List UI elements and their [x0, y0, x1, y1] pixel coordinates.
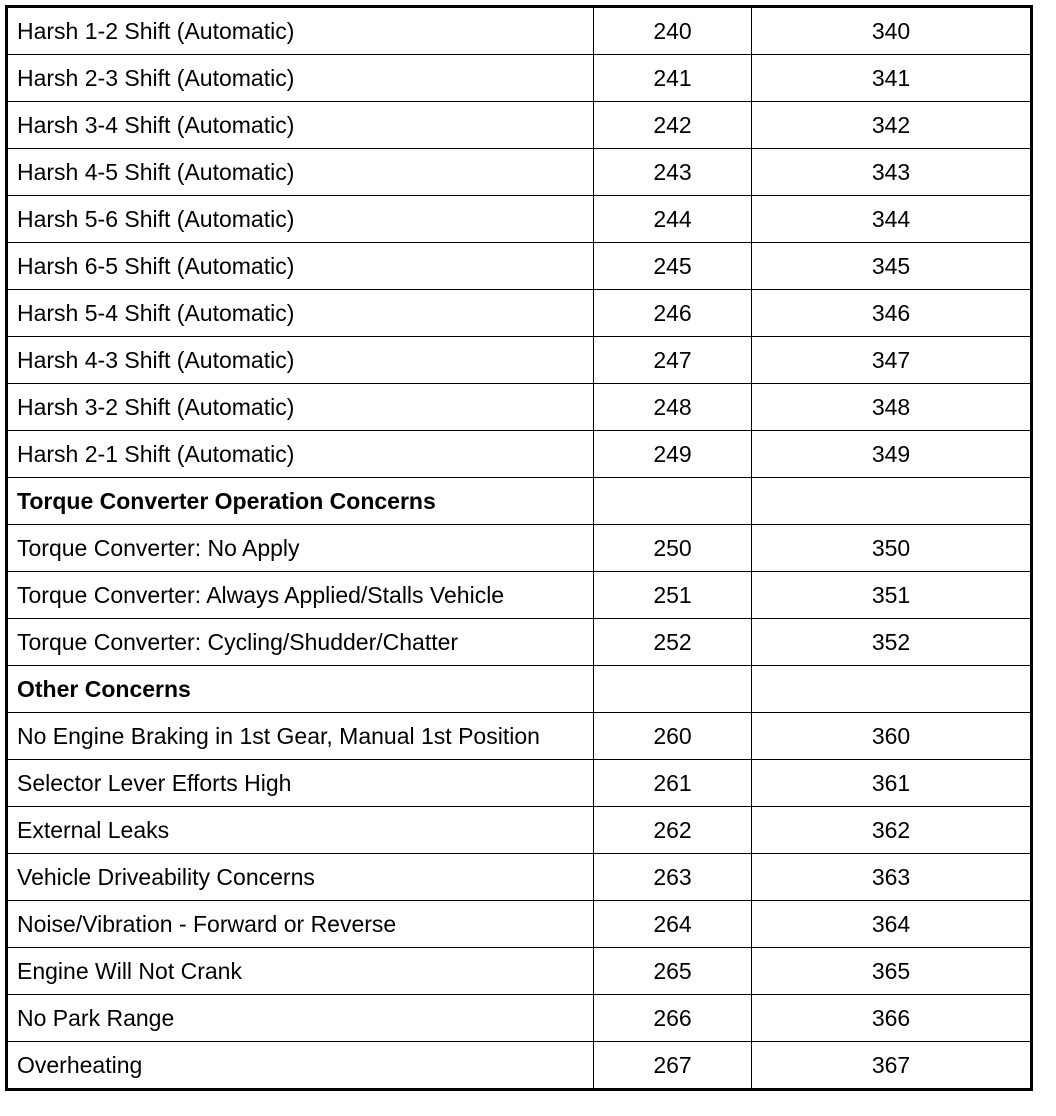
code-column-a: 264 [594, 901, 752, 948]
code-column-b: 367 [752, 1042, 1032, 1090]
table-row [7, 901, 1032, 948]
concern-label: Overheating [7, 1042, 594, 1090]
table-row [7, 995, 1032, 1042]
table-row [7, 854, 1032, 901]
concern-label: Harsh 3-2 Shift (Automatic) [7, 384, 594, 431]
table-row [7, 807, 1032, 854]
code-column-b [752, 666, 1032, 713]
concern-label: Harsh 4-5 Shift (Automatic) [7, 149, 594, 196]
concern-label: Harsh 5-4 Shift (Automatic) [7, 290, 594, 337]
code-column-a: 249 [594, 431, 752, 478]
concern-label: No Park Range [7, 995, 594, 1042]
code-column-b: 345 [752, 243, 1032, 290]
concern-label: External Leaks [7, 807, 594, 854]
table-row [7, 102, 1032, 149]
code-column-b: 342 [752, 102, 1032, 149]
code-column-a [594, 478, 752, 525]
code-column-b: 341 [752, 55, 1032, 102]
code-column-b: 366 [752, 995, 1032, 1042]
code-column-a: 245 [594, 243, 752, 290]
table-row [7, 1042, 1032, 1090]
code-column-b: 362 [752, 807, 1032, 854]
code-column-a: 251 [594, 572, 752, 619]
section-header-row [7, 478, 1032, 525]
code-column-a: 260 [594, 713, 752, 760]
concern-label: Noise/Vibration - Forward or Reverse [7, 901, 594, 948]
section-title: Other Concerns [7, 666, 594, 713]
code-column-b: 343 [752, 149, 1032, 196]
concern-label: Harsh 1-2 Shift (Automatic) [7, 7, 594, 55]
table-row [7, 572, 1032, 619]
code-column-a: 265 [594, 948, 752, 995]
table-row [7, 149, 1032, 196]
table-row [7, 525, 1032, 572]
table-row [7, 337, 1032, 384]
concern-label: Harsh 6-5 Shift (Automatic) [7, 243, 594, 290]
concern-label: Harsh 2-1 Shift (Automatic) [7, 431, 594, 478]
table-row [7, 948, 1032, 995]
code-column-b: 364 [752, 901, 1032, 948]
code-column-b [752, 478, 1032, 525]
code-column-b: 351 [752, 572, 1032, 619]
code-column-a: 248 [594, 384, 752, 431]
concern-label: Torque Converter: No Apply [7, 525, 594, 572]
code-column-a: 250 [594, 525, 752, 572]
code-column-b: 350 [752, 525, 1032, 572]
section-header-row [7, 666, 1032, 713]
section-title: Torque Converter Operation Concerns [7, 478, 594, 525]
code-column-a: 262 [594, 807, 752, 854]
code-column-b: 365 [752, 948, 1032, 995]
table-row [7, 196, 1032, 243]
code-column-b: 344 [752, 196, 1032, 243]
table-row [7, 290, 1032, 337]
code-column-b: 340 [752, 7, 1032, 55]
diagnostic-table-body [7, 7, 1032, 1090]
code-column-a: 246 [594, 290, 752, 337]
concern-label: Harsh 2-3 Shift (Automatic) [7, 55, 594, 102]
code-column-b: 347 [752, 337, 1032, 384]
code-column-a [594, 666, 752, 713]
code-column-a: 241 [594, 55, 752, 102]
code-column-a: 240 [594, 7, 752, 55]
code-column-b: 346 [752, 290, 1032, 337]
concern-label: Harsh 4-3 Shift (Automatic) [7, 337, 594, 384]
code-column-a: 252 [594, 619, 752, 666]
table-row [7, 713, 1032, 760]
code-column-a: 261 [594, 760, 752, 807]
concern-label: Selector Lever Efforts High [7, 760, 594, 807]
table-row [7, 384, 1032, 431]
concern-label: Vehicle Driveability Concerns [7, 854, 594, 901]
concern-label: Engine Will Not Crank [7, 948, 594, 995]
code-column-b: 348 [752, 384, 1032, 431]
diagnostic-table [5, 5, 1033, 1091]
table-row [7, 760, 1032, 807]
code-column-a: 243 [594, 149, 752, 196]
code-column-a: 242 [594, 102, 752, 149]
concern-label: Harsh 3-4 Shift (Automatic) [7, 102, 594, 149]
table-row [7, 7, 1032, 55]
code-column-a: 263 [594, 854, 752, 901]
code-column-b: 352 [752, 619, 1032, 666]
concern-label: No Engine Braking in 1st Gear, Manual 1st Position [7, 713, 594, 760]
table-row [7, 55, 1032, 102]
code-column-a: 244 [594, 196, 752, 243]
table-row [7, 431, 1032, 478]
code-column-a: 266 [594, 995, 752, 1042]
table-row [7, 243, 1032, 290]
code-column-a: 267 [594, 1042, 752, 1090]
code-column-b: 363 [752, 854, 1032, 901]
concern-label: Torque Converter: Always Applied/Stalls Vehicle [7, 572, 594, 619]
code-column-a: 247 [594, 337, 752, 384]
code-column-b: 349 [752, 431, 1032, 478]
code-column-b: 360 [752, 713, 1032, 760]
concern-label: Torque Converter: Cycling/Shudder/Chatter [7, 619, 594, 666]
code-column-b: 361 [752, 760, 1032, 807]
concern-label: Harsh 5-6 Shift (Automatic) [7, 196, 594, 243]
table-row [7, 619, 1032, 666]
